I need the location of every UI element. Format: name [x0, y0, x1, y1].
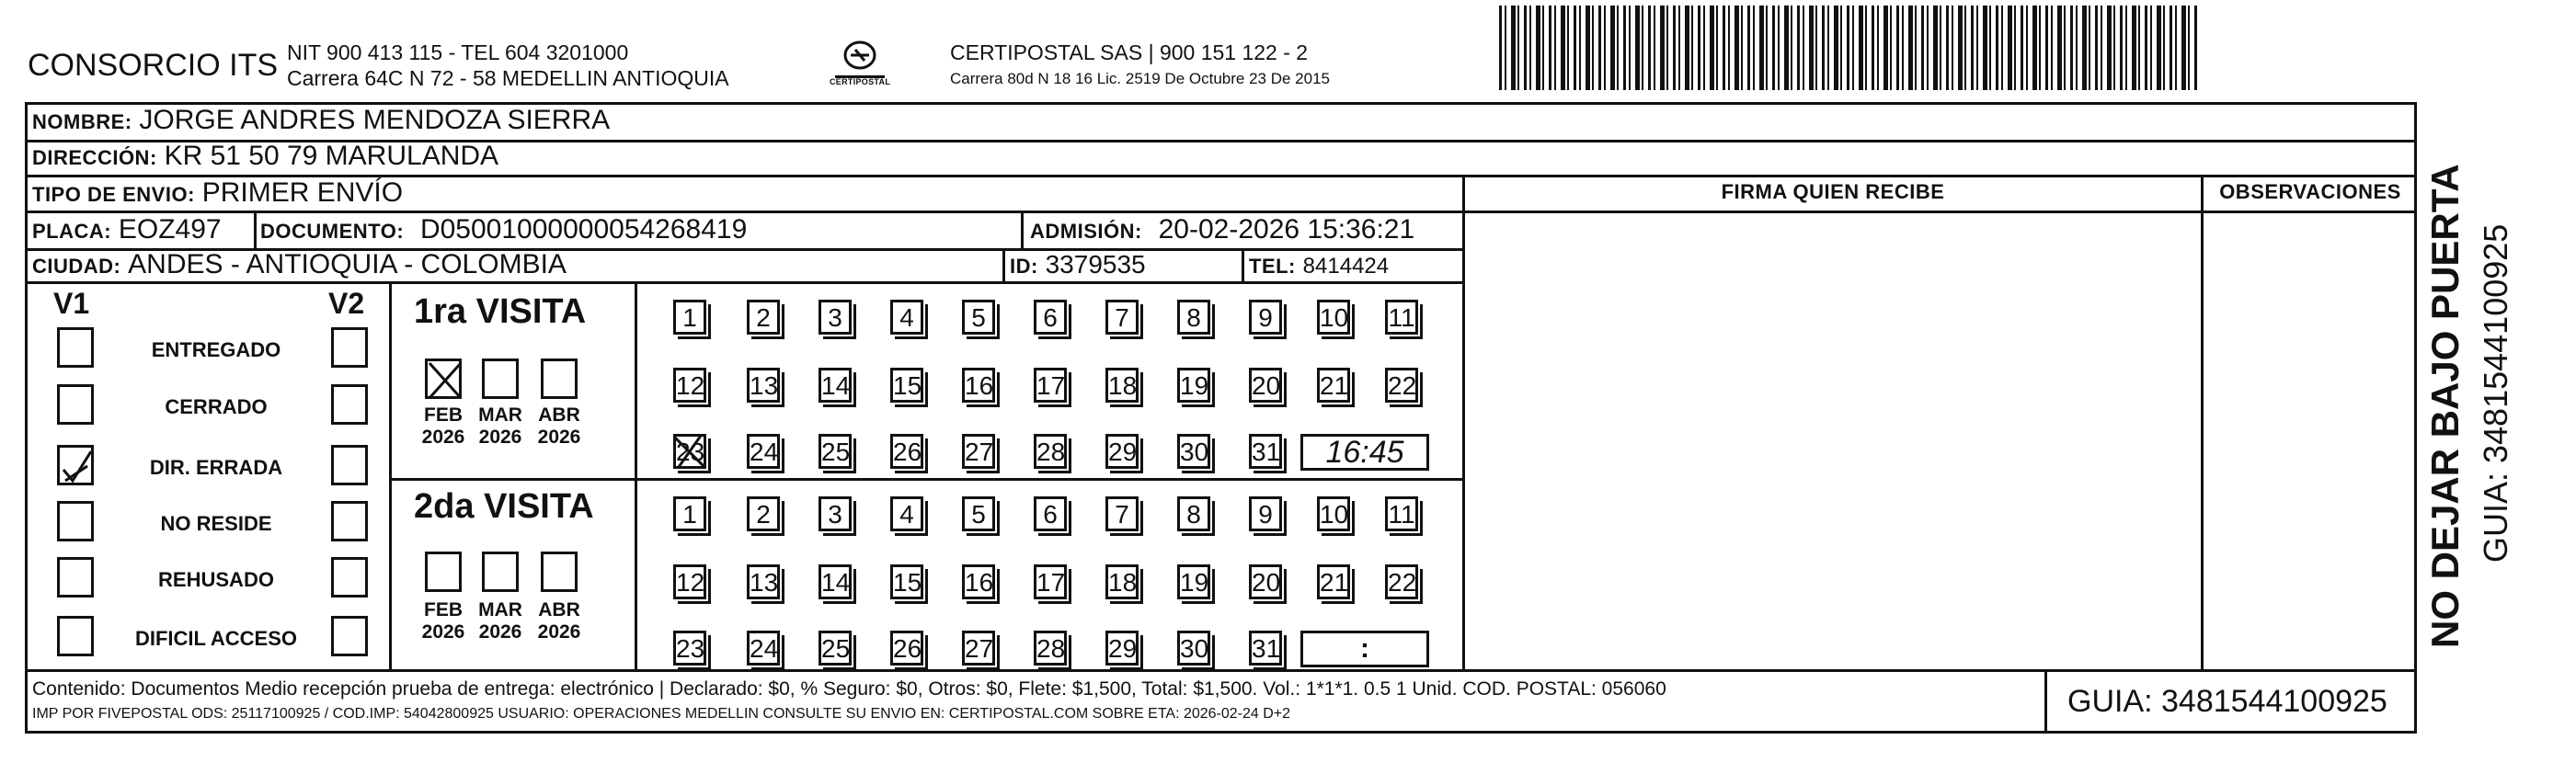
day-number: 1 — [682, 500, 697, 529]
v2-label: V2 — [328, 287, 365, 320]
checkmark-icon — [60, 448, 97, 488]
month-checkbox[interactable] — [541, 552, 578, 592]
id-label: ID: — [1010, 255, 1038, 278]
time-field[interactable]: 16:45 — [1300, 434, 1429, 471]
certipostal-line: CERTIPOSTAL SAS | 900 151 122 - 2 — [950, 40, 1309, 64]
day-checkbox[interactable] — [673, 496, 706, 531]
time-field[interactable]: : — [1300, 631, 1429, 667]
documento-value: D05001000000054268419 — [419, 214, 748, 245]
status-label: NO RESIDE — [160, 512, 272, 535]
tel-value: 8414424 — [1302, 254, 1390, 279]
month-name: FEB — [424, 404, 463, 426]
contenido-line: Contenido: Documentos Medio recepción prueba de entrega: electrónico | Declarado: $0, % Seguro: $0, Otros: $0, Flete: $1,500, Total: $1,500. Vol.: 1*1*1. 0.5 1 Unid. COD. POSTAL: 056060 — [32, 678, 1666, 700]
day-checkbox[interactable] — [1249, 434, 1282, 469]
day-number: 22 — [1388, 568, 1417, 597]
direccion-label: DIRECCIÓN: — [32, 146, 157, 169]
logo-text: CERTIPOSTAL — [830, 77, 891, 86]
day-checkbox[interactable] — [1034, 368, 1067, 403]
day-number: 13 — [750, 568, 779, 597]
day-checkbox[interactable] — [1249, 564, 1282, 599]
day-number: 19 — [1180, 371, 1209, 400]
day-number: 18 — [1108, 568, 1138, 597]
status-label: CERRADO — [165, 395, 268, 418]
day-checkbox[interactable] — [819, 368, 852, 403]
day-number: 14 — [821, 568, 851, 597]
v1-checkbox[interactable] — [57, 327, 94, 368]
admision-cell — [1030, 211, 1414, 248]
day-number: 4 — [899, 303, 914, 332]
day-number: 20 — [1252, 568, 1281, 597]
id-value: 3379535 — [1045, 250, 1146, 279]
day-checkbox[interactable] — [1105, 631, 1139, 666]
day-number: 13 — [750, 371, 779, 400]
day-checkbox[interactable] — [962, 631, 995, 666]
placa-cell — [32, 211, 222, 248]
admision-label: ADMISIÓN: — [1030, 220, 1142, 243]
day-number: 16 — [965, 568, 994, 597]
v2-checkbox[interactable] — [331, 501, 368, 541]
day-number: 5 — [971, 500, 986, 529]
day-checkbox[interactable] — [819, 496, 852, 531]
day-checkbox[interactable] — [819, 300, 852, 335]
day-number: 9 — [1258, 303, 1273, 332]
month-checkbox[interactable] — [482, 359, 519, 399]
day-checkbox[interactable] — [1105, 300, 1139, 335]
day-checkbox[interactable] — [1034, 300, 1067, 335]
day-number: 8 — [1186, 303, 1201, 332]
day-checkbox[interactable] — [1177, 631, 1210, 666]
day-checkbox[interactable] — [1105, 368, 1139, 403]
day-number: 6 — [1043, 303, 1058, 332]
day-number: 27 — [965, 634, 994, 663]
day-number: 3 — [828, 500, 842, 529]
day-checkbox[interactable] — [1177, 434, 1210, 469]
day-number: 22 — [1388, 371, 1417, 400]
day-checkbox[interactable] — [962, 434, 995, 469]
v1-checkbox[interactable] — [57, 616, 94, 656]
day-checkbox[interactable] — [1385, 564, 1418, 599]
day-checkbox[interactable] — [1317, 300, 1350, 335]
day-checkbox[interactable] — [890, 564, 923, 599]
day-checkbox[interactable] — [747, 564, 780, 599]
month-year: 2026 — [537, 427, 581, 448]
status-label: REHUSADO — [158, 568, 274, 591]
day-number: 15 — [893, 371, 922, 400]
day-checkbox[interactable] — [1177, 496, 1210, 531]
status-label: ENTREGADO — [151, 338, 281, 361]
day-number: 16 — [965, 371, 994, 400]
cross-mark-icon — [673, 434, 706, 469]
day-checkbox[interactable] — [747, 368, 780, 403]
tel-label: TEL: — [1249, 255, 1296, 278]
day-number: 26 — [893, 438, 922, 466]
direccion-row — [32, 138, 498, 175]
day-number: 11 — [1388, 303, 1415, 332]
address-line: Carrera 64C N 72 - 58 MEDELLIN ANTIOQUIA — [287, 66, 729, 90]
day-number: 15 — [893, 568, 922, 597]
month-year: 2026 — [537, 621, 581, 643]
day-checkbox[interactable] — [1177, 564, 1210, 599]
tipo-envio-label: TIPO DE ENVIO: — [32, 183, 195, 206]
day-checkbox[interactable] — [1385, 300, 1418, 335]
month-checkbox[interactable] — [482, 552, 519, 592]
day-checkbox[interactable] — [1105, 434, 1139, 469]
v1-checkbox[interactable] — [57, 384, 94, 425]
day-number: 10 — [1320, 500, 1349, 529]
day-number: 28 — [1036, 634, 1066, 663]
day-number: 20 — [1252, 371, 1281, 400]
month-year: 2026 — [478, 427, 522, 448]
day-number: 6 — [1043, 500, 1058, 529]
day-checkbox[interactable] — [890, 300, 923, 335]
company-name: CONSORCIO ITS — [28, 48, 279, 83]
month-checkbox[interactable] — [425, 359, 462, 399]
day-checkbox[interactable] — [890, 368, 923, 403]
nombre-row — [32, 102, 610, 139]
day-number: 29 — [1108, 438, 1138, 466]
placa-label: PLACA: — [32, 220, 112, 243]
day-checkbox[interactable] — [673, 300, 706, 335]
nombre-value: JORGE ANDRES MENDOZA SIERRA — [139, 105, 611, 135]
day-checkbox[interactable] — [673, 564, 706, 599]
day-number: 27 — [965, 438, 994, 466]
day-number: 25 — [821, 438, 851, 466]
day-number: 7 — [1115, 500, 1129, 529]
placa-value: EOZ497 — [118, 214, 222, 245]
day-number: 21 — [1320, 371, 1349, 400]
day-number: 2 — [756, 303, 771, 332]
day-number: 8 — [1186, 500, 1201, 529]
day-checkbox[interactable] — [962, 496, 995, 531]
day-number: 31 — [1252, 634, 1281, 663]
id-cell — [1010, 246, 1146, 283]
firma-label: FIRMA QUIEN RECIBE — [1721, 180, 1945, 203]
day-number: 23 — [676, 634, 705, 663]
day-checkbox[interactable] — [1034, 564, 1067, 599]
day-checkbox[interactable] — [1317, 496, 1350, 531]
day-checkbox[interactable] — [1105, 564, 1139, 599]
day-checkbox[interactable] — [1177, 300, 1210, 335]
nit-line: NIT 900 413 115 - TEL 604 3201000 — [287, 40, 629, 64]
day-checkbox[interactable] — [1177, 368, 1210, 403]
day-number: 4 — [899, 500, 914, 529]
month-name: MAR — [478, 404, 522, 426]
side-guia: GUIA: 3481544100925 — [2477, 223, 2514, 563]
imp-line: IMP POR FIVEPOSTAL ODS: 25117100925 / COD.IMP: 54042800925 USUARIO: OPERACIONES MEDELLIN CONSULTE SU ENVIO EN: CERTIPOSTAL.COM SOBRE ETA: 2026-02-24 D+2 — [32, 706, 1291, 722]
day-checkbox[interactable] — [1034, 631, 1067, 666]
certipostal-logo — [828, 35, 892, 94]
day-checkbox[interactable] — [962, 564, 995, 599]
side-warning: NO DEJAR BAJO PUERTA — [2423, 164, 2467, 648]
day-number: 24 — [750, 634, 779, 663]
day-checkbox[interactable] — [673, 631, 706, 666]
day-number: 5 — [971, 303, 986, 332]
day-number: 17 — [1036, 371, 1066, 400]
status-label: DIR. ERRADA — [149, 456, 283, 479]
ciudad-label: CIUDAD: — [32, 255, 121, 278]
v1-checkbox[interactable] — [57, 501, 94, 541]
direccion-value: KR 51 50 79 MARULANDA — [164, 141, 499, 171]
month-checkbox[interactable] — [425, 552, 462, 592]
v2-checkbox[interactable] — [331, 445, 368, 485]
barcode — [1499, 6, 2198, 90]
day-checkbox[interactable] — [1249, 300, 1282, 335]
day-checkbox[interactable] — [962, 300, 995, 335]
day-number: 24 — [750, 438, 779, 466]
day-checkbox[interactable] — [1105, 496, 1139, 531]
day-checkbox[interactable] — [1317, 564, 1350, 599]
day-checkbox[interactable] — [1385, 368, 1418, 403]
v1-checkbox[interactable] — [57, 557, 94, 598]
month-name: ABR — [538, 404, 580, 426]
day-checkbox[interactable] — [819, 434, 852, 469]
day-number: 30 — [1180, 634, 1209, 663]
v2-checkbox[interactable] — [331, 616, 368, 656]
day-checkbox[interactable] — [890, 496, 923, 531]
day-checkbox[interactable] — [747, 496, 780, 531]
month-name: FEB — [424, 599, 463, 620]
month-year: 2026 — [421, 621, 465, 643]
documento-label: DOCUMENTO: — [260, 220, 405, 243]
day-checkbox[interactable] — [747, 631, 780, 666]
day-number: 1 — [682, 303, 697, 332]
footer-guia: GUIA: 3481544100925 — [2067, 684, 2387, 719]
first-visit-label: 1ra VISITA — [414, 292, 587, 331]
v1-label: V1 — [53, 287, 90, 320]
month-year: 2026 — [421, 427, 465, 448]
status-label: DIFICIL ACCESO — [134, 627, 297, 650]
day-number: 25 — [821, 634, 851, 663]
tipo-envio-row — [32, 175, 403, 211]
v2-checkbox[interactable] — [331, 557, 368, 598]
day-checkbox[interactable] — [1385, 496, 1418, 531]
day-checkbox[interactable] — [890, 434, 923, 469]
day-number: 17 — [1036, 568, 1066, 597]
day-number: 30 — [1180, 438, 1209, 466]
day-number: 18 — [1108, 371, 1138, 400]
day-checkbox[interactable] — [747, 434, 780, 469]
day-number: 28 — [1036, 438, 1066, 466]
admision-value: 20-02-2026 15:36:21 — [1158, 214, 1415, 245]
v1-checkbox[interactable] — [57, 445, 94, 485]
month-checkbox[interactable] — [541, 359, 578, 399]
day-number: 9 — [1258, 500, 1273, 529]
day-number: 29 — [1108, 634, 1138, 663]
ciudad-cell — [32, 246, 567, 283]
day-checkbox[interactable] — [1249, 496, 1282, 531]
day-number: 12 — [676, 371, 705, 400]
day-number: 19 — [1180, 568, 1209, 597]
month-name: ABR — [538, 599, 580, 620]
day-checkbox[interactable] — [1249, 368, 1282, 403]
day-checkbox[interactable] — [673, 434, 706, 469]
day-checkbox[interactable] — [962, 368, 995, 403]
v2-checkbox[interactable] — [331, 327, 368, 368]
second-visit-label: 2da VISITA — [414, 487, 594, 526]
day-checkbox[interactable] — [1317, 368, 1350, 403]
month-name: MAR — [478, 599, 522, 620]
tel-cell — [1249, 246, 1389, 283]
day-number: 26 — [893, 634, 922, 663]
day-checkbox[interactable] — [819, 631, 852, 666]
observaciones-label: OBSERVACIONES — [2219, 180, 2401, 203]
day-checkbox[interactable] — [819, 564, 852, 599]
v2-checkbox[interactable] — [331, 384, 368, 425]
day-number: 10 — [1320, 303, 1349, 332]
day-number: 2 — [756, 500, 771, 529]
day-number: 3 — [828, 303, 842, 332]
day-number: 21 — [1320, 568, 1349, 597]
day-number: 23 — [676, 438, 705, 466]
day-checkbox[interactable] — [1034, 434, 1067, 469]
day-number: 12 — [676, 568, 705, 597]
ciudad-value: ANDES - ANTIOQUIA - COLOMBIA — [128, 249, 567, 279]
tipo-envio-value: PRIMER ENVÍO — [201, 177, 404, 208]
documento-cell — [260, 211, 747, 248]
day-number: 7 — [1115, 303, 1129, 332]
month-year: 2026 — [478, 621, 522, 643]
day-number: 11 — [1388, 500, 1415, 529]
day-number: 14 — [821, 371, 851, 400]
day-checkbox[interactable] — [747, 300, 780, 335]
day-checkbox[interactable] — [1249, 631, 1282, 666]
day-checkbox[interactable] — [890, 631, 923, 666]
nombre-label: NOMBRE: — [32, 110, 132, 133]
day-checkbox[interactable] — [1034, 496, 1067, 531]
cross-mark-icon — [428, 361, 464, 402]
day-checkbox[interactable] — [673, 368, 706, 403]
day-number: 31 — [1252, 438, 1281, 466]
certipostal-sub: Carrera 80d N 18 16 Lic. 2519 De Octubre 23 De 2015 — [950, 70, 1330, 87]
